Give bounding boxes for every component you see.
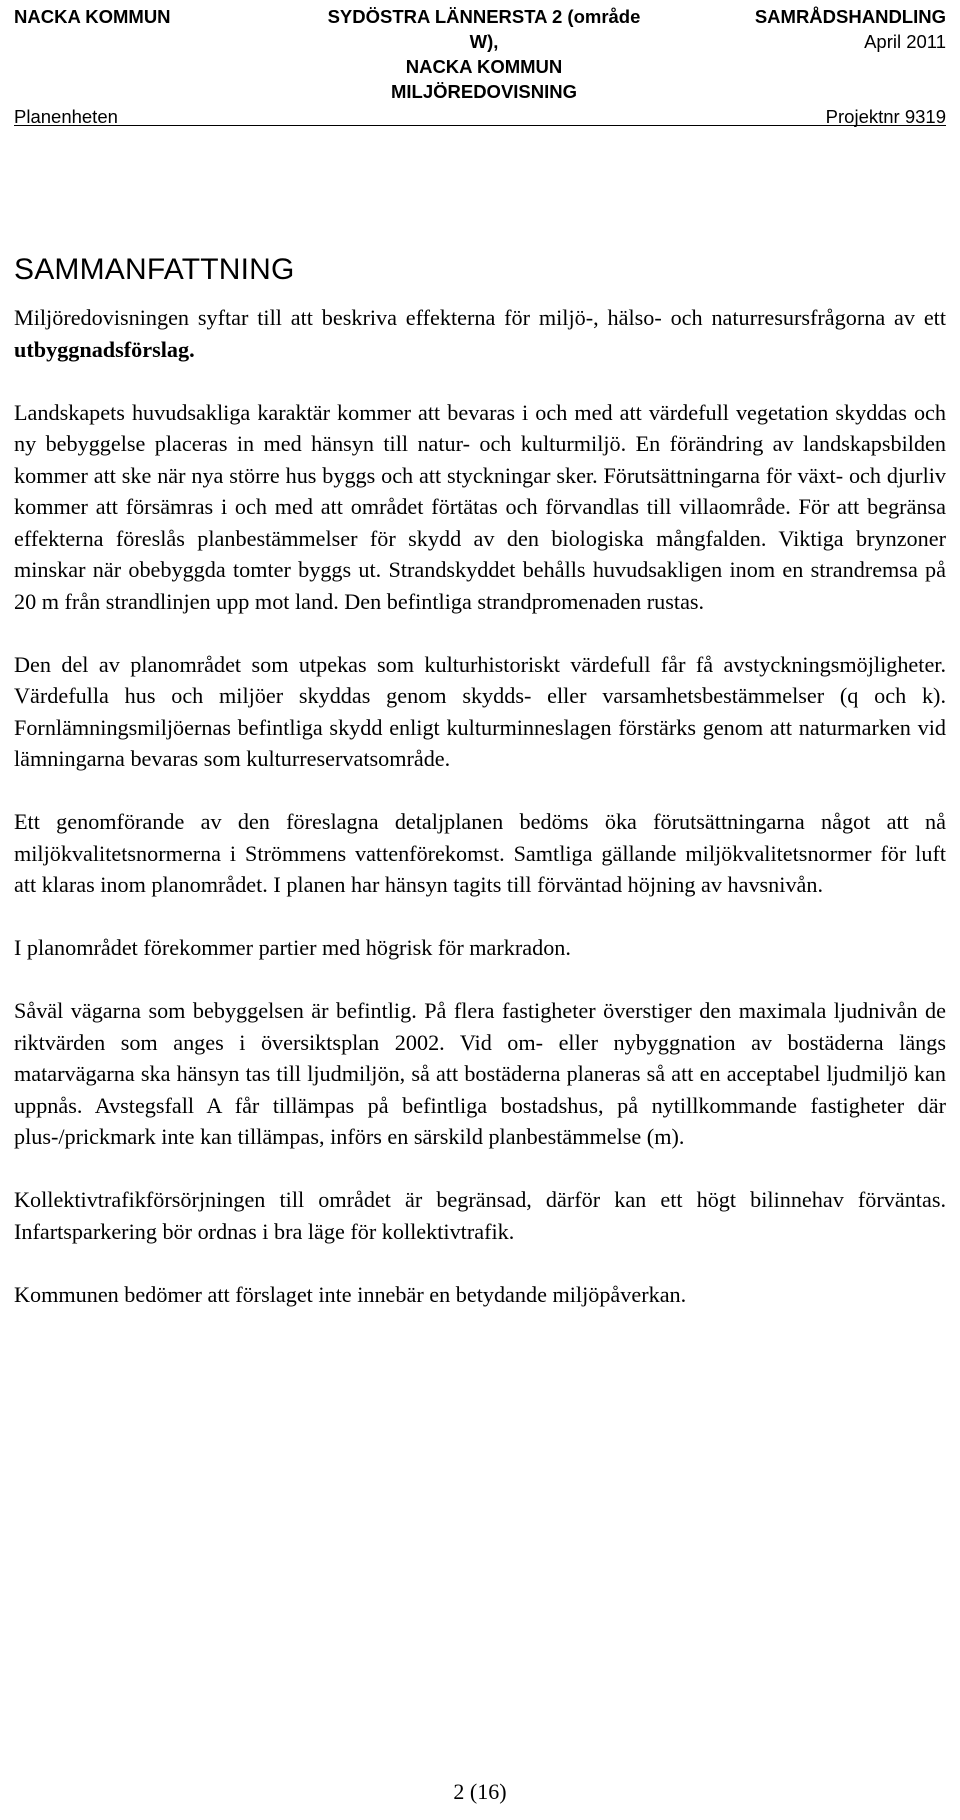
paragraph-radon: I planområdet förekommer partier med högrisk för markradon.: [14, 935, 571, 960]
page-number: 2 (16): [453, 1779, 507, 1804]
header-title-line: SYDÖSTRA LÄNNERSTA 2 (område: [327, 6, 641, 27]
paragraph-conclusion: Kommunen bedömer att förslaget inte innebär en betydande miljöpåverkan.: [14, 1281, 687, 1307]
paragraph-noise: Såväl vägarna som bebyggelsen är befintlig. På flera fastigheter överstiger den maximala ljudnivån de riktvärden som anges i översiktsplan 2002. Vid om- eller nybyggnation av bostäderna längs matarvägarna ska hänsyn tas till ljudmiljön, så att bostäderna planeras så att en acceptabel ljudmiljö kan uppnås. Avstegsfall A får tillämpas på befintliga bostadshus, på nytillkommande fastigheter där plus-/prickmark inte kan tillämpas, införs en särskild planbestämmelse (m).: [14, 998, 946, 1149]
header-title-line: MILJÖREDOVISNING: [390, 81, 578, 102]
paragraph-public-transport: Kollektivtrafikförsörjningen till området är begränsad, därför kan ett högt bilinnehav förväntas. Infartsparkering bör ordnas i bra läge för kollektivtrafik.: [14, 1187, 946, 1244]
header-title-line: W),: [469, 31, 499, 52]
header-organization: NACKA KOMMUN: [14, 6, 171, 27]
paragraph-landscape: Landskapets huvudsakliga karaktär kommer att bevaras i och med att värdefull vegetation skyddas och ny bebyggelse placeras in med hänsyn till natur- och kulturmiljö. En förändring av landskapsbilden kommer att ske när nya större hus byggs och att styckningar sker. Förutsättningarna för växt- och djurliv kommer att försämras i och med att området förtätas och förvandlas till villaområde. För att begränsa effekterna föreslås planbestämmelser för skydd av den biologiska mångfalden. Viktiga brynzoner minskar när obebyggda tomter byggs ut. Strandskyddet behålls huvudsakligen inom en strandremsa på 20 m från strandlinjen upp mot land. Den befintliga strandpromenaden rustas.: [14, 399, 946, 614]
paragraph-environmental-standards: Ett genomförande av den föreslagna detaljplanen bedöms öka förutsättningarna något att nå miljökvalitetsnormerna i Strömmens vattenförekomst. Samtliga gällande miljökvalitetsnormer för luft att klaras inom planområdet. I planen har hänsyn tagits till förväntad höjning av havsnivån.: [14, 809, 946, 897]
paragraph-cultural-heritage: Den del av planområdet som utpekas som kulturhistoriskt värdefull får få avstyckningsmöjligheter. Värdefulla hus och miljöer skyddas genom skydds- eller varsamhetsbestämmelser (q och k). Fornlämningsmiljöernas befintliga skydd enligt kulturminneslagen förstärks genom att naturmarken vid lämningarna bevaras som kulturreservatsområde.: [14, 651, 946, 771]
paragraph-emphasis: utbyggnadsförslag.: [14, 336, 195, 362]
page-header: [14, 4, 946, 127]
paragraph-text: Miljöredovisningen syftar till att beskriva effekterna för miljö-, hälso- och naturresursfrågorna av ett: [14, 305, 946, 330]
section-title: SAMMANFATTNING: [14, 253, 295, 287]
header-department: Planenheten: [14, 106, 118, 127]
header-date: April 2011: [864, 31, 946, 52]
header-meta: [754, 4, 946, 127]
header-document-status: SAMRÅDSHANDLING: [754, 6, 946, 27]
header-divider: [14, 125, 946, 126]
header-title-line: NACKA KOMMUN: [405, 56, 563, 77]
header-project-number: Projektnr 9319: [825, 106, 946, 127]
summary-body: [14, 302, 946, 1342]
header-document-title: [294, 4, 674, 104]
paragraph-purpose: [14, 302, 946, 365]
